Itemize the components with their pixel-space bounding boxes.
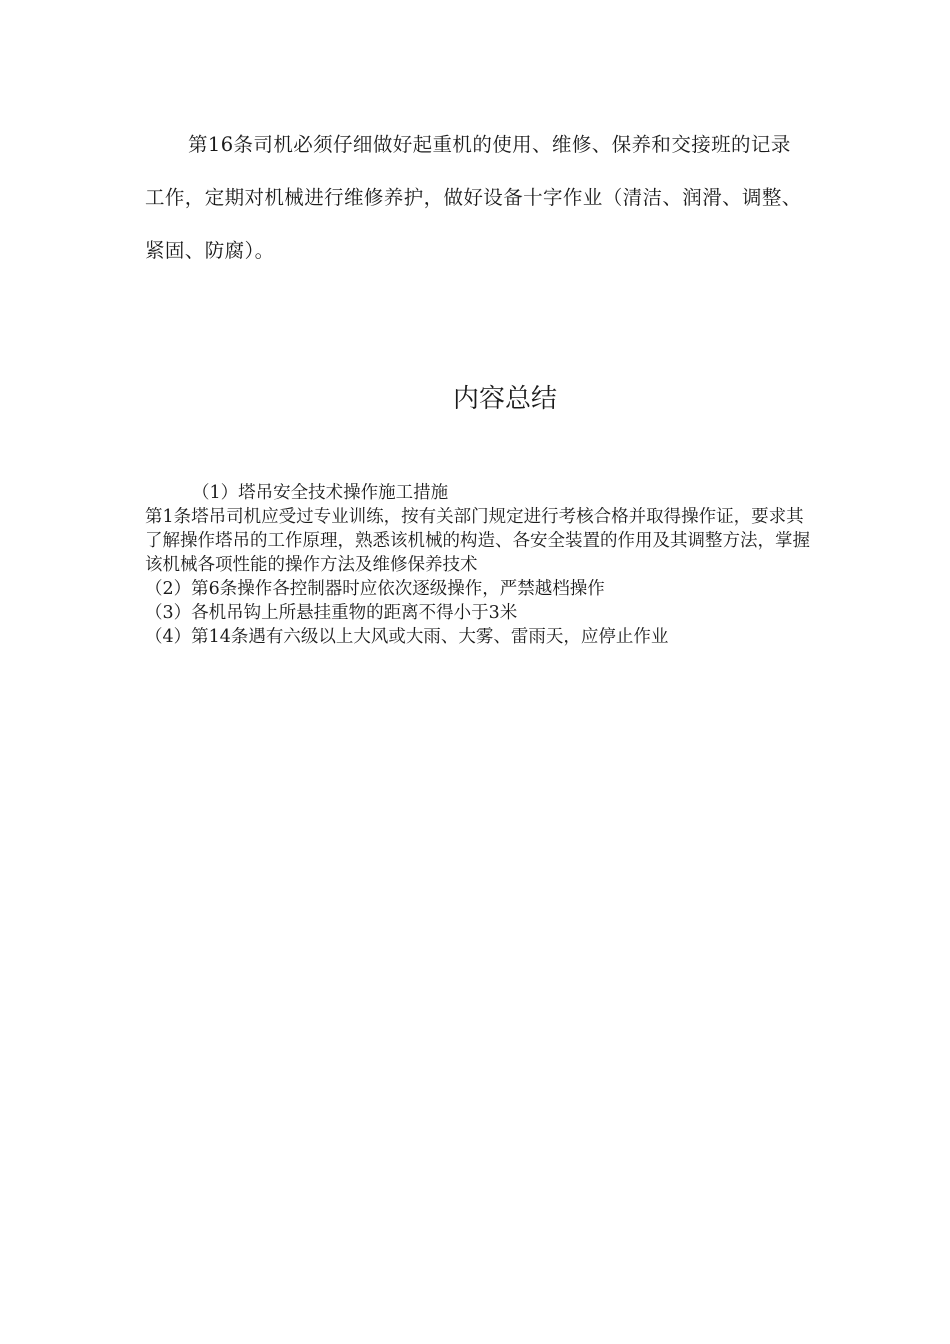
- summary-item-2: （2）第6条操作各控制器时应依次逐级操作，严禁越档操作: [145, 579, 605, 599]
- summary-item-3: （3）各机吊钩上所悬挂重物的距离不得小于3米: [145, 603, 518, 623]
- summary-item-4: （4）第14条遇有六级以上大风或大雨、大雾、雷雨天，应停止作业: [145, 627, 669, 647]
- summary-item-1-heading: （1）塔吊安全技术操作施工措施: [192, 483, 449, 503]
- summary-title: 内容总结: [452, 384, 557, 414]
- summary-section: [145, 481, 815, 649]
- summary-item-1-body: 第1条塔吊司机应受过专业训练，按有关部门规定进行考核合格并取得操作证，要求其了解操作塔吊的工作原理，熟悉该机械的构造、各安全装置的作用及其调整方法，掌握该机械各项性能的操作方法及维修保养技术: [145, 507, 810, 575]
- article-16-paragraph: 第16条司机必须仔细做好起重机的使用、维修、保养和交接班的记录工作，定期对机械进行维修养护，做好设备十字作业（清洁、润滑、调整、紧固、防腐）。: [145, 133, 802, 262]
